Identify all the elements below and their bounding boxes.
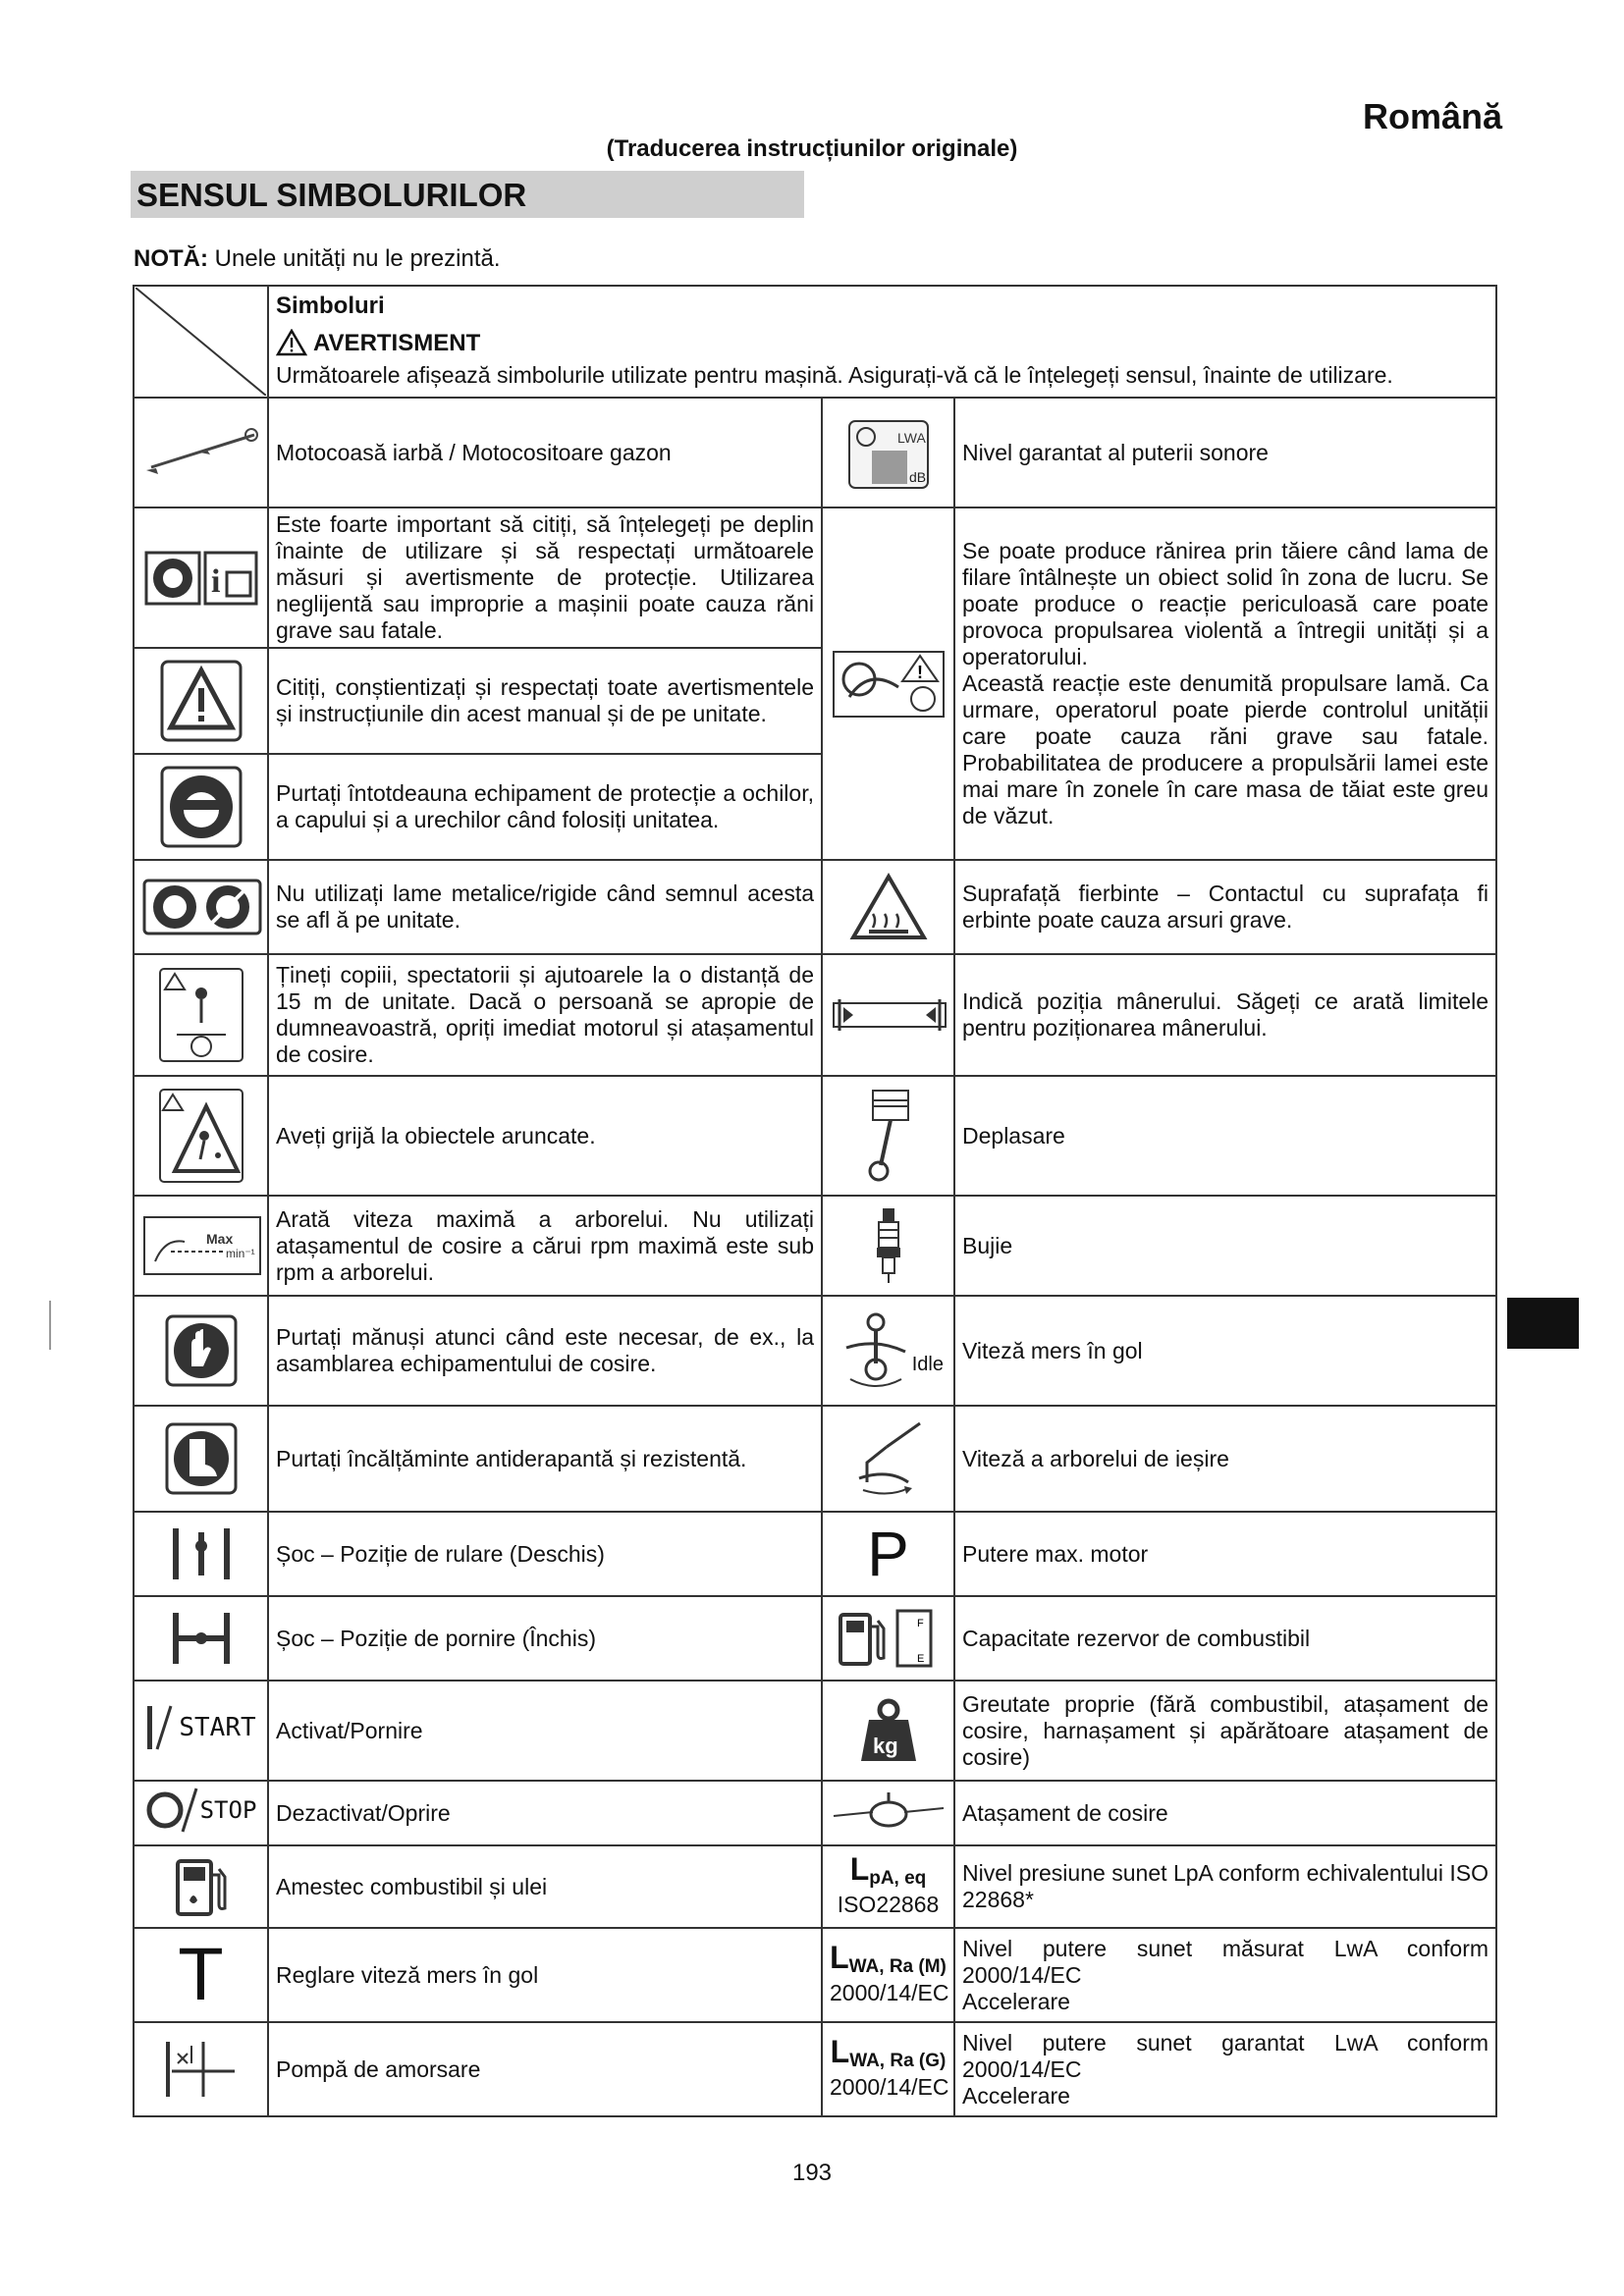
guaranteed-text: Nivel garantat al puterii sonore [962, 439, 1269, 465]
idle-adjust-text-cell [268, 1928, 822, 2022]
svg-text:i: i [210, 562, 220, 600]
lwa-measured-standard: 2000/14/EC [830, 1979, 949, 2005]
weight-text: Greutate proprie (fără combustibil, atașament de cosire, harnașament și apărătoare atașament de cosire) [962, 1690, 1489, 1770]
weight-text-cell [954, 1681, 1496, 1781]
protection-text-cell [268, 754, 822, 860]
table-row [134, 507, 1496, 648]
distance-text: Țineți copiii, spectatorii și ajutoarele la o distanță de 15 m de unitate. Dacă o persoană se apropie de dumneavoastră, opriți imediat motorul și atașamentul de cosire. [276, 962, 814, 1067]
read-warnings-text: Citiți, conștientizați și respectați toate avertismentele și instrucțiunile din acest manual și de pe unitate. [276, 674, 814, 726]
handle-icon-cell [822, 954, 954, 1076]
table-row [134, 1781, 1496, 1845]
lwa-guaranteed-text: Nivel putere sunet garantat LwA conform 2000/14/EC Accelerare [962, 2029, 1489, 2109]
weight-label: kg [872, 1734, 898, 1758]
thrown-objects-text-cell [268, 1076, 822, 1196]
table-row [134, 398, 1496, 507]
table-row [134, 1076, 1496, 1196]
language-tab-marker [1507, 1298, 1579, 1349]
lwa-measured-letter: L [830, 1939, 849, 1975]
fuel-mix-text: Amestec combustibil și ulei [276, 1873, 548, 1899]
max-speed-icon [141, 1214, 263, 1277]
lpa-text-cell [954, 1845, 1496, 1928]
output-shaft-text: Viteză a arborelui de ieșire [962, 1445, 1229, 1471]
on-icon-cell [134, 1681, 268, 1781]
header-text-cell [268, 286, 1496, 398]
displacement-icon-cell [822, 1076, 954, 1196]
max-speed-text: Arată viteza maximă a arborelui. Nu utilizați atașamentul de cosire a cărui rpm maximă este sub rpm a arborelui. [276, 1205, 814, 1285]
symbols-table [133, 285, 1497, 2117]
spark-plug-text-cell [954, 1196, 1496, 1296]
fuel-tank-capacity-icon [835, 1607, 943, 1670]
idle-adjust-letter-icon: T [178, 1933, 224, 2016]
gloves-text: Purtați mănuși atunci când este necesar, de ex., la asamblarea echipamentului de cosire. [276, 1324, 814, 1376]
warning-sign-icon [159, 659, 244, 743]
read-warnings-icon-cell [134, 648, 268, 754]
lwa-measured-text-cell [954, 1928, 1496, 2022]
thrown-objects-text: Aveți grijă la obiectele aruncate. [276, 1122, 596, 1148]
choke-closed-icon [167, 1609, 236, 1668]
choke-run-text-cell [268, 1512, 822, 1596]
max-speed-icon-cell [134, 1196, 268, 1296]
spark-plug-text: Bujie [962, 1232, 1013, 1258]
table-row [134, 1406, 1496, 1512]
table-header-row [134, 286, 1496, 398]
handle-text: Indică poziția mânerului. Săgeți ce arată limitele pentru poziționarea mânerului. [962, 988, 1489, 1041]
trimmer-icon-cell [134, 398, 268, 507]
gloves-icon [164, 1313, 239, 1388]
boots-text-cell [268, 1406, 822, 1512]
off-text-cell [268, 1781, 822, 1845]
lpa-letter: L [849, 1850, 870, 1887]
no-metal-text-cell [268, 860, 822, 954]
keep-distance-icon [157, 966, 245, 1064]
thrust-icon-cell [822, 507, 954, 860]
idle-icon-cell [822, 1296, 954, 1406]
trimmer-text-cell [268, 398, 822, 507]
protection-text: Purtați întotdeauna echipament de protecție a ochilor, a capului și a urechilor când folosiți unitatea. [276, 780, 814, 832]
table-row [134, 1296, 1496, 1406]
choke-start-text-cell [268, 1596, 822, 1681]
sound-power-label: LWA [896, 430, 926, 446]
tank-text-cell [954, 1596, 1496, 1681]
protective-gear-icon [159, 765, 244, 849]
svg-text:!: ! [917, 662, 923, 682]
warning-title-text: AVERTISMENT [313, 329, 481, 356]
handle-position-icon [830, 995, 949, 1035]
gloves-text-cell [268, 1296, 822, 1406]
boots-text: Purtați încălțăminte antiderapantă și rezistentă. [276, 1445, 747, 1471]
fuel-mix-icon [172, 1855, 231, 1918]
header-title: Simboluri [276, 293, 385, 319]
boots-icon [164, 1421, 239, 1496]
boots-icon-cell [134, 1406, 268, 1512]
read-warnings-text-cell [268, 648, 822, 754]
thrown-objects-icon [157, 1087, 245, 1185]
max-unit: min⁻¹ [226, 1247, 255, 1260]
on-text: Activat/Pornire [276, 1717, 423, 1743]
spark-plug-icon-cell [822, 1196, 954, 1296]
displacement-text: Deplasare [962, 1122, 1065, 1148]
displacement-text-cell [954, 1076, 1496, 1196]
on-text-cell [268, 1681, 822, 1781]
on-label: START [179, 1712, 256, 1742]
max-label: Max [206, 1231, 234, 1247]
note-label: NOTĂ: [134, 245, 208, 272]
power-text-cell [954, 1512, 1496, 1596]
primer-text-cell [268, 2022, 822, 2116]
fuel-mix-icon-cell [134, 1845, 268, 1928]
off-icon-cell [134, 1781, 268, 1845]
table-row [134, 954, 1496, 1076]
lwa-guaranteed-icon-cell [822, 2022, 954, 2116]
table-row [134, 1845, 1496, 1928]
note [134, 245, 501, 273]
lpa-standard: ISO22868 [837, 1891, 940, 1917]
on-switch-icon [145, 1702, 175, 1753]
idle-speed-icon [837, 1308, 911, 1393]
piston-icon [859, 1087, 918, 1185]
distance-text-cell [268, 954, 822, 1076]
tank-icon-cell [822, 1596, 954, 1681]
choke-run-icon-cell [134, 1512, 268, 1596]
thrust-text: Se poate produce rănirea prin tăiere când lama de filare întâlnește un obiect solid în zona de lucru. Se poate produce o reacție periculoasă care poate provoca propulsarea violentă a întregii unități și a operatorului. Această reacție este denumită propulsare lamă. Ca urmare, operatorul poate pierde controlul unității care poate cauza răni grave sau fatale. Probabilitatea de producere a propulsării lamei este mai mare în zonele în care masa de tăiat este greu de văzut. [962, 538, 1489, 828]
lwa-guaranteed-letter: L [830, 2033, 850, 2069]
spark-plug-icon [869, 1206, 908, 1285]
hot-surface-text: Suprafață fierbinte – Contactul cu suprafața fi erbinte poate cauza arsuri grave. [962, 881, 1489, 933]
output-shaft-icon-cell [822, 1406, 954, 1512]
table-row [134, 1596, 1496, 1681]
off-label: STOP [199, 1795, 257, 1824]
note-text: Unele unități nu le prezintă. [207, 245, 501, 272]
guaranteed-icon-cell [822, 398, 954, 507]
lpa-text: Nivel presiune sunet LpA conform echivalentului ISO 22868* [962, 1860, 1489, 1912]
table-row [134, 2022, 1496, 2116]
table-row [134, 860, 1496, 954]
max-speed-text-cell [268, 1196, 822, 1296]
svg-text:E: E [916, 1653, 924, 1665]
idle-text-cell [954, 1296, 1496, 1406]
primer-text: Pompă de amorsare [276, 2056, 481, 2082]
warning-title [276, 329, 480, 356]
header-diagonal-cell [134, 286, 268, 398]
read-manual-text: Este foarte important să citiți, să înțelegeți pe deplin înainte de utilizare și să respectați următoarele măsuri și avertismente de protecție. Utilizarea neglijentă sau improprie a mașinii poate cauza răni grave sau fatale. [276, 511, 814, 643]
translation-subtitle: (Traducerea instrucțiunilor originale) [606, 135, 1018, 162]
diagonal-line-icon [135, 288, 266, 396]
language-label: Română [1362, 96, 1502, 136]
no-metal-icon-cell [134, 860, 268, 954]
trimmer-text: Motocoasă iarbă / Motocositoare gazon [276, 439, 672, 465]
handle-text-cell [954, 954, 1496, 1076]
power-icon-cell [822, 1512, 954, 1596]
choke-open-icon [167, 1524, 236, 1583]
sound-power-icon [844, 413, 933, 492]
lwa-guaranteed-text-cell [954, 2022, 1496, 2116]
choke-start-icon-cell [134, 1596, 268, 1681]
idle-adjust-icon-cell [134, 1928, 268, 2022]
primer-icon-cell [134, 2022, 268, 2116]
idle-adjust-text: Reglare viteză mers în gol [276, 1961, 539, 1988]
primer-pump-icon [162, 2038, 241, 2101]
attachment-icon-cell [822, 1781, 954, 1845]
weight-icon-cell [822, 1681, 954, 1781]
hot-surface-icon [849, 873, 928, 941]
blade-thrust-icon [830, 648, 947, 721]
svg-text:F: F [916, 1618, 924, 1629]
output-shaft-text-cell [954, 1406, 1496, 1512]
attachment-text: Atașament de cosire [962, 1799, 1168, 1826]
attachment-text-cell [954, 1781, 1496, 1845]
no-metal-blade-icon [141, 878, 263, 936]
lwa-guaranteed-standard: 2000/14/EC [830, 2073, 949, 2100]
thrown-objects-icon-cell [134, 1076, 268, 1196]
table-row [134, 1512, 1496, 1596]
off-text: Dezactivat/Oprire [276, 1799, 451, 1826]
thrust-text-cell [954, 507, 1496, 860]
idle-label: Idle [911, 1354, 944, 1375]
page-number: 193 [791, 2160, 833, 2186]
output-shaft-icon [849, 1417, 928, 1500]
read-manual-icon-cell [134, 507, 268, 648]
table-row [134, 1928, 1496, 2022]
distance-icon-cell [134, 954, 268, 1076]
warning-text: Următoarele afișează simbolurile utilizate pentru mașină. Asigurați-vă că le înțelegeți sensul, înainte de utilizare. [276, 362, 1393, 388]
choke-start-text: Șoc – Poziție de pornire (Închis) [276, 1625, 596, 1651]
power-text: Putere max. motor [962, 1540, 1149, 1567]
tank-text: Capacitate rezervor de combustibil [962, 1625, 1311, 1651]
choke-run-text: Șoc – Poziție de rulare (Deschis) [276, 1540, 605, 1567]
table-row [134, 1681, 1496, 1781]
lpa-subscript: pA, eq [869, 1867, 927, 1889]
weight-icon [857, 1696, 920, 1765]
warning-triangle-icon [276, 329, 307, 356]
protection-icon-cell [134, 754, 268, 860]
fuel-mix-text-cell [268, 1845, 822, 1928]
cutting-head-icon [830, 1789, 947, 1838]
no-metal-text: Nu utilizați lame metalice/rigide când semnul acesta se afl ă pe unitate. [276, 881, 814, 933]
off-switch-icon [145, 1785, 198, 1836]
hot-surface-icon-cell [822, 860, 954, 954]
lpa-icon-cell [822, 1845, 954, 1928]
read-manual-icon [142, 549, 260, 608]
guaranteed-text-cell [954, 398, 1496, 507]
hot-surface-text-cell [954, 860, 1496, 954]
lwa-measured-text: Nivel putere sunet măsurat LwA conform 2000/14/EC Accelerare [962, 1935, 1489, 2014]
brush-cutter-icon [141, 423, 264, 482]
power-letter-icon: P [867, 1519, 909, 1589]
lwa-measured-subscript: WA, Ra (M) [848, 1955, 947, 1977]
section-title: SENSUL SIMBOLURILOR [131, 171, 804, 218]
lwa-measured-icon-cell [822, 1928, 954, 2022]
svg-text:dB: dB [908, 469, 926, 485]
lwa-guaranteed-subscript: WA, Ra (G) [849, 2050, 947, 2071]
table-row [134, 1196, 1496, 1296]
read-manual-text-cell [268, 507, 822, 648]
idle-text: Viteză mers în gol [962, 1337, 1143, 1363]
gloves-icon-cell [134, 1296, 268, 1406]
margin-line [49, 1301, 51, 1350]
